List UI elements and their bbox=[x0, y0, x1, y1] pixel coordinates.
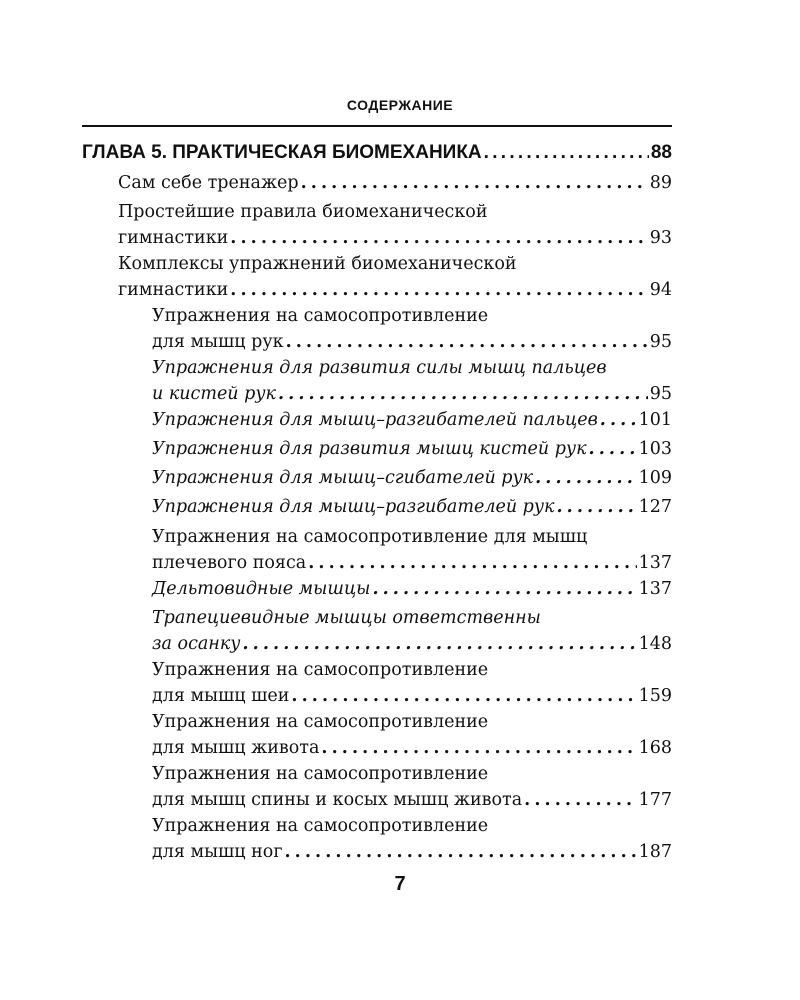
toc-entry-title: Упражнения на самосопротивление bbox=[152, 764, 489, 784]
toc-entry-page: 88 bbox=[650, 142, 672, 163]
toc-entry-title: за осанку bbox=[152, 634, 241, 654]
leader-dots bbox=[286, 329, 648, 355]
leader-dots bbox=[589, 436, 637, 462]
toc-entry-title: плечевого пояса bbox=[152, 553, 307, 573]
leader-dots bbox=[242, 631, 636, 657]
leader-dots bbox=[535, 465, 637, 491]
toc-entry-title: Трапециевидные мышцы ответственны bbox=[152, 608, 541, 628]
toc-entry[interactable] bbox=[152, 813, 672, 865]
toc-entry[interactable] bbox=[152, 355, 672, 407]
toc-entry[interactable] bbox=[118, 251, 672, 303]
leader-dots bbox=[291, 683, 636, 709]
toc-entry-title: Упражнения для мышц–разгибателей пальцев bbox=[152, 410, 598, 430]
toc-entry-page: 177 bbox=[638, 790, 672, 810]
leader-dots bbox=[484, 140, 649, 166]
toc-chapter-5[interactable] bbox=[82, 140, 672, 166]
toc-entry-page: 137 bbox=[638, 579, 672, 599]
toc-entry-page: 159 bbox=[638, 686, 672, 706]
toc-entry-title: Упражнения на самосопротивление bbox=[152, 306, 489, 326]
toc-entry-page: 101 bbox=[638, 410, 672, 430]
toc-entry-page: 94 bbox=[649, 280, 672, 300]
toc-entry[interactable] bbox=[152, 709, 672, 761]
toc-entry-title: Упражнения для мышц–сгибателей рук bbox=[152, 468, 534, 488]
toc-entry-page: 95 bbox=[649, 332, 672, 352]
toc-entry-title: Комплексы упражнений биомеханической bbox=[118, 254, 517, 274]
toc-entry-page: 137 bbox=[638, 553, 672, 573]
toc-entry-title: Сам себе тренажер bbox=[118, 173, 299, 193]
toc-entry[interactable] bbox=[152, 494, 672, 520]
toc-entry[interactable] bbox=[152, 605, 672, 657]
header-rule bbox=[82, 125, 672, 127]
toc-entry-title: ГЛАВА 5. ПРАКТИЧЕСКАЯ БИОМЕХАНИКА bbox=[82, 142, 482, 163]
toc-entry[interactable] bbox=[152, 524, 672, 576]
toc-entry-title: гимнастики bbox=[118, 228, 229, 248]
toc-entry-title: для мышц шеи bbox=[152, 686, 290, 706]
toc-entry-title: Упражнения на самосопротивление bbox=[152, 712, 489, 732]
toc-entry-page: 127 bbox=[638, 497, 672, 517]
running-head: СОДЕРЖАНИЕ bbox=[346, 97, 454, 113]
toc-entry-page: 95 bbox=[649, 384, 672, 404]
toc-entry-title: Упражнения для развития силы мышц пальцев bbox=[152, 358, 607, 378]
toc-entry-title: и кистей рук bbox=[152, 384, 276, 404]
toc-entry[interactable] bbox=[118, 199, 672, 251]
toc-entry-title: для мышц ног bbox=[152, 842, 283, 862]
toc-entry-title: Дельтовидные мышцы bbox=[152, 579, 371, 599]
leader-dots bbox=[308, 550, 636, 576]
toc-entry-title: Упражнения для развития мышц кистей рук bbox=[152, 439, 587, 459]
toc-entry-title: Упражнения на самосопротивление для мышц bbox=[152, 527, 588, 547]
toc-entry-page: 103 bbox=[638, 439, 672, 459]
toc-entry[interactable] bbox=[152, 407, 672, 433]
leader-dots bbox=[372, 576, 636, 602]
toc-entry[interactable] bbox=[152, 465, 672, 491]
toc-entry-page: 148 bbox=[638, 634, 672, 654]
toc-entry-page: 109 bbox=[638, 468, 672, 488]
leader-dots bbox=[230, 225, 647, 251]
page-number: 7 bbox=[394, 873, 406, 895]
toc-entry-page: 168 bbox=[638, 738, 672, 758]
leader-dots bbox=[301, 170, 648, 196]
leader-dots bbox=[600, 407, 637, 433]
toc-entry-title: для мышц рук bbox=[152, 332, 284, 352]
leader-dots bbox=[556, 494, 636, 520]
toc-entry[interactable] bbox=[118, 170, 672, 196]
leader-dots bbox=[278, 381, 648, 407]
toc-entry-title: гимнастики bbox=[118, 280, 229, 300]
leader-dots bbox=[524, 787, 636, 813]
toc-entry[interactable] bbox=[152, 576, 672, 602]
toc-entry-page: 89 bbox=[649, 173, 672, 193]
toc-entry[interactable] bbox=[152, 761, 672, 813]
toc-entry-title: Упражнения на самосопротивление bbox=[152, 660, 489, 680]
leader-dots bbox=[285, 839, 637, 865]
leader-dots bbox=[321, 735, 636, 761]
toc-entry[interactable] bbox=[152, 657, 672, 709]
toc-entry-page: 187 bbox=[638, 842, 672, 862]
toc-entry-title: для мышц спины и косых мышц живота bbox=[152, 790, 523, 810]
toc-entry-title: для мышц живота bbox=[152, 738, 320, 758]
toc-entry[interactable] bbox=[152, 436, 672, 462]
toc-entry-page: 93 bbox=[649, 228, 672, 248]
toc-entry-title: Упражнения для мышц–разгибателей рук bbox=[152, 497, 555, 517]
toc-entry-title: Упражнения на самосопротивление bbox=[152, 816, 489, 836]
toc-entry-title: Простейшие правила биомеханической bbox=[118, 202, 488, 222]
toc-entry[interactable] bbox=[152, 303, 672, 355]
leader-dots bbox=[230, 277, 647, 303]
